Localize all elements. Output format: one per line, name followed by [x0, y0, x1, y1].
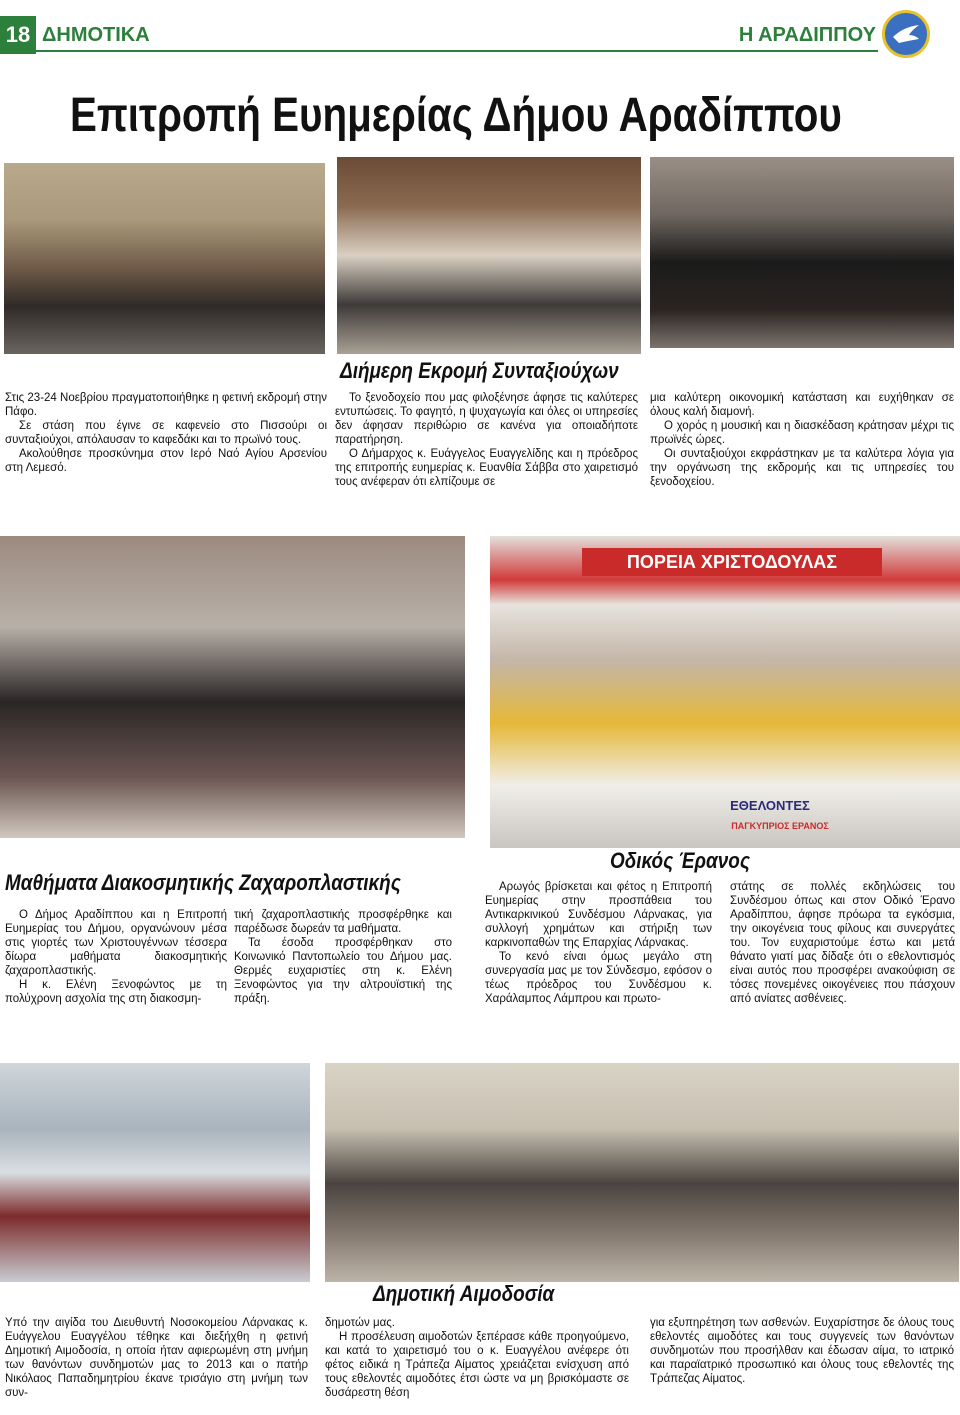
paragraph: Αρωγός βρίσκεται και φέτος η Επιτροπή Ευημερίας στην προσπάθεια του Αντικαρκινικού Συνδέσμου Λάρνακας, για συλλογή χρημάτων και στήριξη των καρκινοπαθών της Επαρχίας Λάρνακας.: [485, 881, 712, 949]
paragraph: Στις 23-24 Νοεβρίου πραγματοποιήθηκε η φετινή εκδρομή στην Πάφο.: [5, 392, 327, 418]
page-title: Επιτροπή Ευημερίας Δήμου Αραδίππου: [70, 89, 842, 142]
pastry-col-2: [234, 908, 452, 1006]
photo-women-dancing: [650, 157, 954, 348]
paragraph: μια καλύτερη οικονομική κατάσταση και ευχήθηκαν σε όλους καλή διαμονή.: [650, 392, 954, 418]
paragraph: Υπό την αιγίδα του Διευθυντή Νοσοκομείου Λάρνακας κ. Ευάγγελου Ευαγγέλου τέθηκε και διεξήχθη η φετινή Δημοτική Αιμοδοσία, η οποία ήταν αφιερωμένη στη μνήμη των θανόντων συνδημοτών μας το 2013 και ο πατήρ Νικόλαος Παπαδημητρίου έκανε τρισάγιο στη μνήμη των συν-: [5, 1317, 308, 1399]
odikos-col-1: [485, 880, 712, 1006]
volunteers-sign: ΕΘΕΛΟΝΤΕΣ: [730, 798, 810, 813]
paragraph: Ο Δήμαρχος κ. Ευάγγελος Ευαγγελίδης και η πρόεδρος της επιτροπής ευημερίας κ. Ευανθία Σάββα στο χαιρετισμό τους ανέφεραν ότι ελπίζουμε σε: [335, 448, 638, 488]
paragraph: Οι συνταξιούχοι εκφράστηκαν με τα καλύτερα λόγια για την οργάνωση της εκδρομής και τις υπηρεσίες του ξενοδοχείου.: [650, 448, 954, 488]
excursion-col-3: [650, 391, 954, 489]
blood-heading: Δημοτική Αιμοδοσία: [373, 1281, 555, 1306]
photo-memorial-service: [325, 1063, 959, 1282]
paragraph: Σε στάση που έγινε σε καφενείο στο Πισσούρι οι συνταξιούχοι, απόλαυσαν το καφεδάκι και το πρωϊνό τους.: [5, 420, 327, 446]
banner-sign: ΠΟΡΕΙΑ ΧΡΙΣΤΟΔΟΥΛΑΣ: [582, 548, 882, 576]
blood-col-2: [325, 1316, 629, 1400]
blood-col-3: [650, 1316, 954, 1386]
newspaper-name: Η ΑΡΑΔΙΠΠΟΥ: [738, 24, 876, 46]
section-title: ΔΗΜΟΤΙΚΑ: [42, 24, 150, 46]
paragraph: στάτης σε πολλές εκδηλώσεις του Συνδέσμου όπως και στον Οδικό Έρανο Αραδίππου, άφησε πρόωρα τα εγκόσμια, την οικογένεια τους φίλους και συνεργάτες του. Τον ευχαριστούμε έστω και μετά θάνατο γιατί μας δίδαξε ότι ο εθελοντισμός είναι αυτός που προσφέρει ανακούφιση σε τόσες πονεμένες οικογένειες που πάσχουν από ανίατες ασθένειες.: [730, 881, 955, 1005]
paragraph: Ο Δήμος Αραδίππου και η Επιτροπή Ευημερίας του Δήμου, οργανώνουν μέσα στις γιορτές των Χριστουγέννων τέσσερα δίωρα μαθήματα διακοσμητικής ζαχαροπλαστικής.: [5, 909, 227, 977]
paragraph: Η κ. Ελένη Ξενοφώντος με τη πολύχρονη ασχολία της στη διακοσμη-: [5, 979, 227, 1005]
paragraph: Τα έσοδα προσφέρθηκαν στο Κοινωνικό Παντοπωλείο του Δήμου μας. Θερμές ευχαριστίες στη κ. Ελένη Ξενοφώντος για την αλτρουϊστική της πράξη.: [234, 937, 452, 1005]
page-number: 18: [0, 16, 36, 54]
odikos-col-2: [730, 880, 955, 1006]
paragraph: Ο χορός η μουσική και η διασκέδαση κράτησαν μέχρι τις πρωϊνές ώρες.: [650, 420, 954, 446]
blood-col-1: [5, 1316, 308, 1400]
excursion-col-1: [5, 391, 327, 475]
municipality-logo: [882, 10, 930, 58]
erano-sign: ΠΑΓΚΥΠΡΙΟΣ ΕΡΑΝΟΣ: [731, 821, 829, 831]
pastry-col-1: [5, 908, 227, 1006]
excursion-heading: Διήμερη Εκρομή Συνταξιούχων: [340, 358, 619, 383]
pastry-heading: Μαθήματα Διακοσμητικής Ζαχαροπλαστικής: [5, 870, 401, 895]
paragraph: τική ζαχαροπλαστικής προσφέρθηκε και παρέδωσε δωρεάν τα μαθήματα.: [234, 909, 452, 935]
paragraph: Ακολούθησε προσκύνημα στον Ιερό Ναό Αγίου Αρσενίου στη Λεμεσό.: [5, 448, 327, 474]
photo-pensioners-hotel: [337, 157, 641, 354]
odikos-heading: Οδικός Έρανος: [610, 848, 750, 873]
paragraph: για εξυπηρέτηση των ασθενών. Ευχαρίστησε δε όλους τους εθελοντές αιμοδότες και τους συγγενείς των θανόντων συνδημοτών που προσήλθαν και έδωσαν αίμα, το ιατρικό και παραϊατρικό προσωπικό και όλους τους εθελοντές της Τράπεζας Αίματος.: [650, 1317, 954, 1385]
photo-blood-donors: [0, 1063, 310, 1282]
photo-pastry-class: [0, 536, 465, 838]
excursion-col-2: [335, 391, 638, 489]
paragraph: Το κενό είναι όμως μεγάλο στη συνεργασία μας με τον Σύνδεσμο, εφόσον ο τέως πρόεδρος του Συνδέσμου κ. Χαράλαμπος Λάμπρου και πρωτο-: [485, 951, 712, 1005]
dove-icon: [885, 13, 927, 55]
photo-volunteers-stand: [490, 536, 960, 848]
paragraph: Η προσέλευση αιμοδοτών ξεπέρασε κάθε προηγούμενο, και κατά το χαιρετισμό του ο κ. Ευαγγέλου ανέφερε ότι φέτος ειδικά η Τράπεζα Αίματος χρειάζεται ενίσχυση από τους εθελοντές αιμοδότες έτσι ώστε να μη βρισκόμαστε σε δυσάρεστη θέση: [325, 1331, 629, 1399]
photo-church-group: [4, 163, 325, 354]
paragraph: Το ξενοδοχείο που μας φιλοξένησε άφησε τις καλύτερες εντυπώσεις. Το φαγητό, η ψυχαγωγία και όλες οι υπηρεσίες δεν άφησαν περιθώριο σε κανένα για οποιαδήποτε παρατήρηση.: [335, 392, 638, 446]
paragraph: δημοτών μας.: [325, 1317, 395, 1329]
